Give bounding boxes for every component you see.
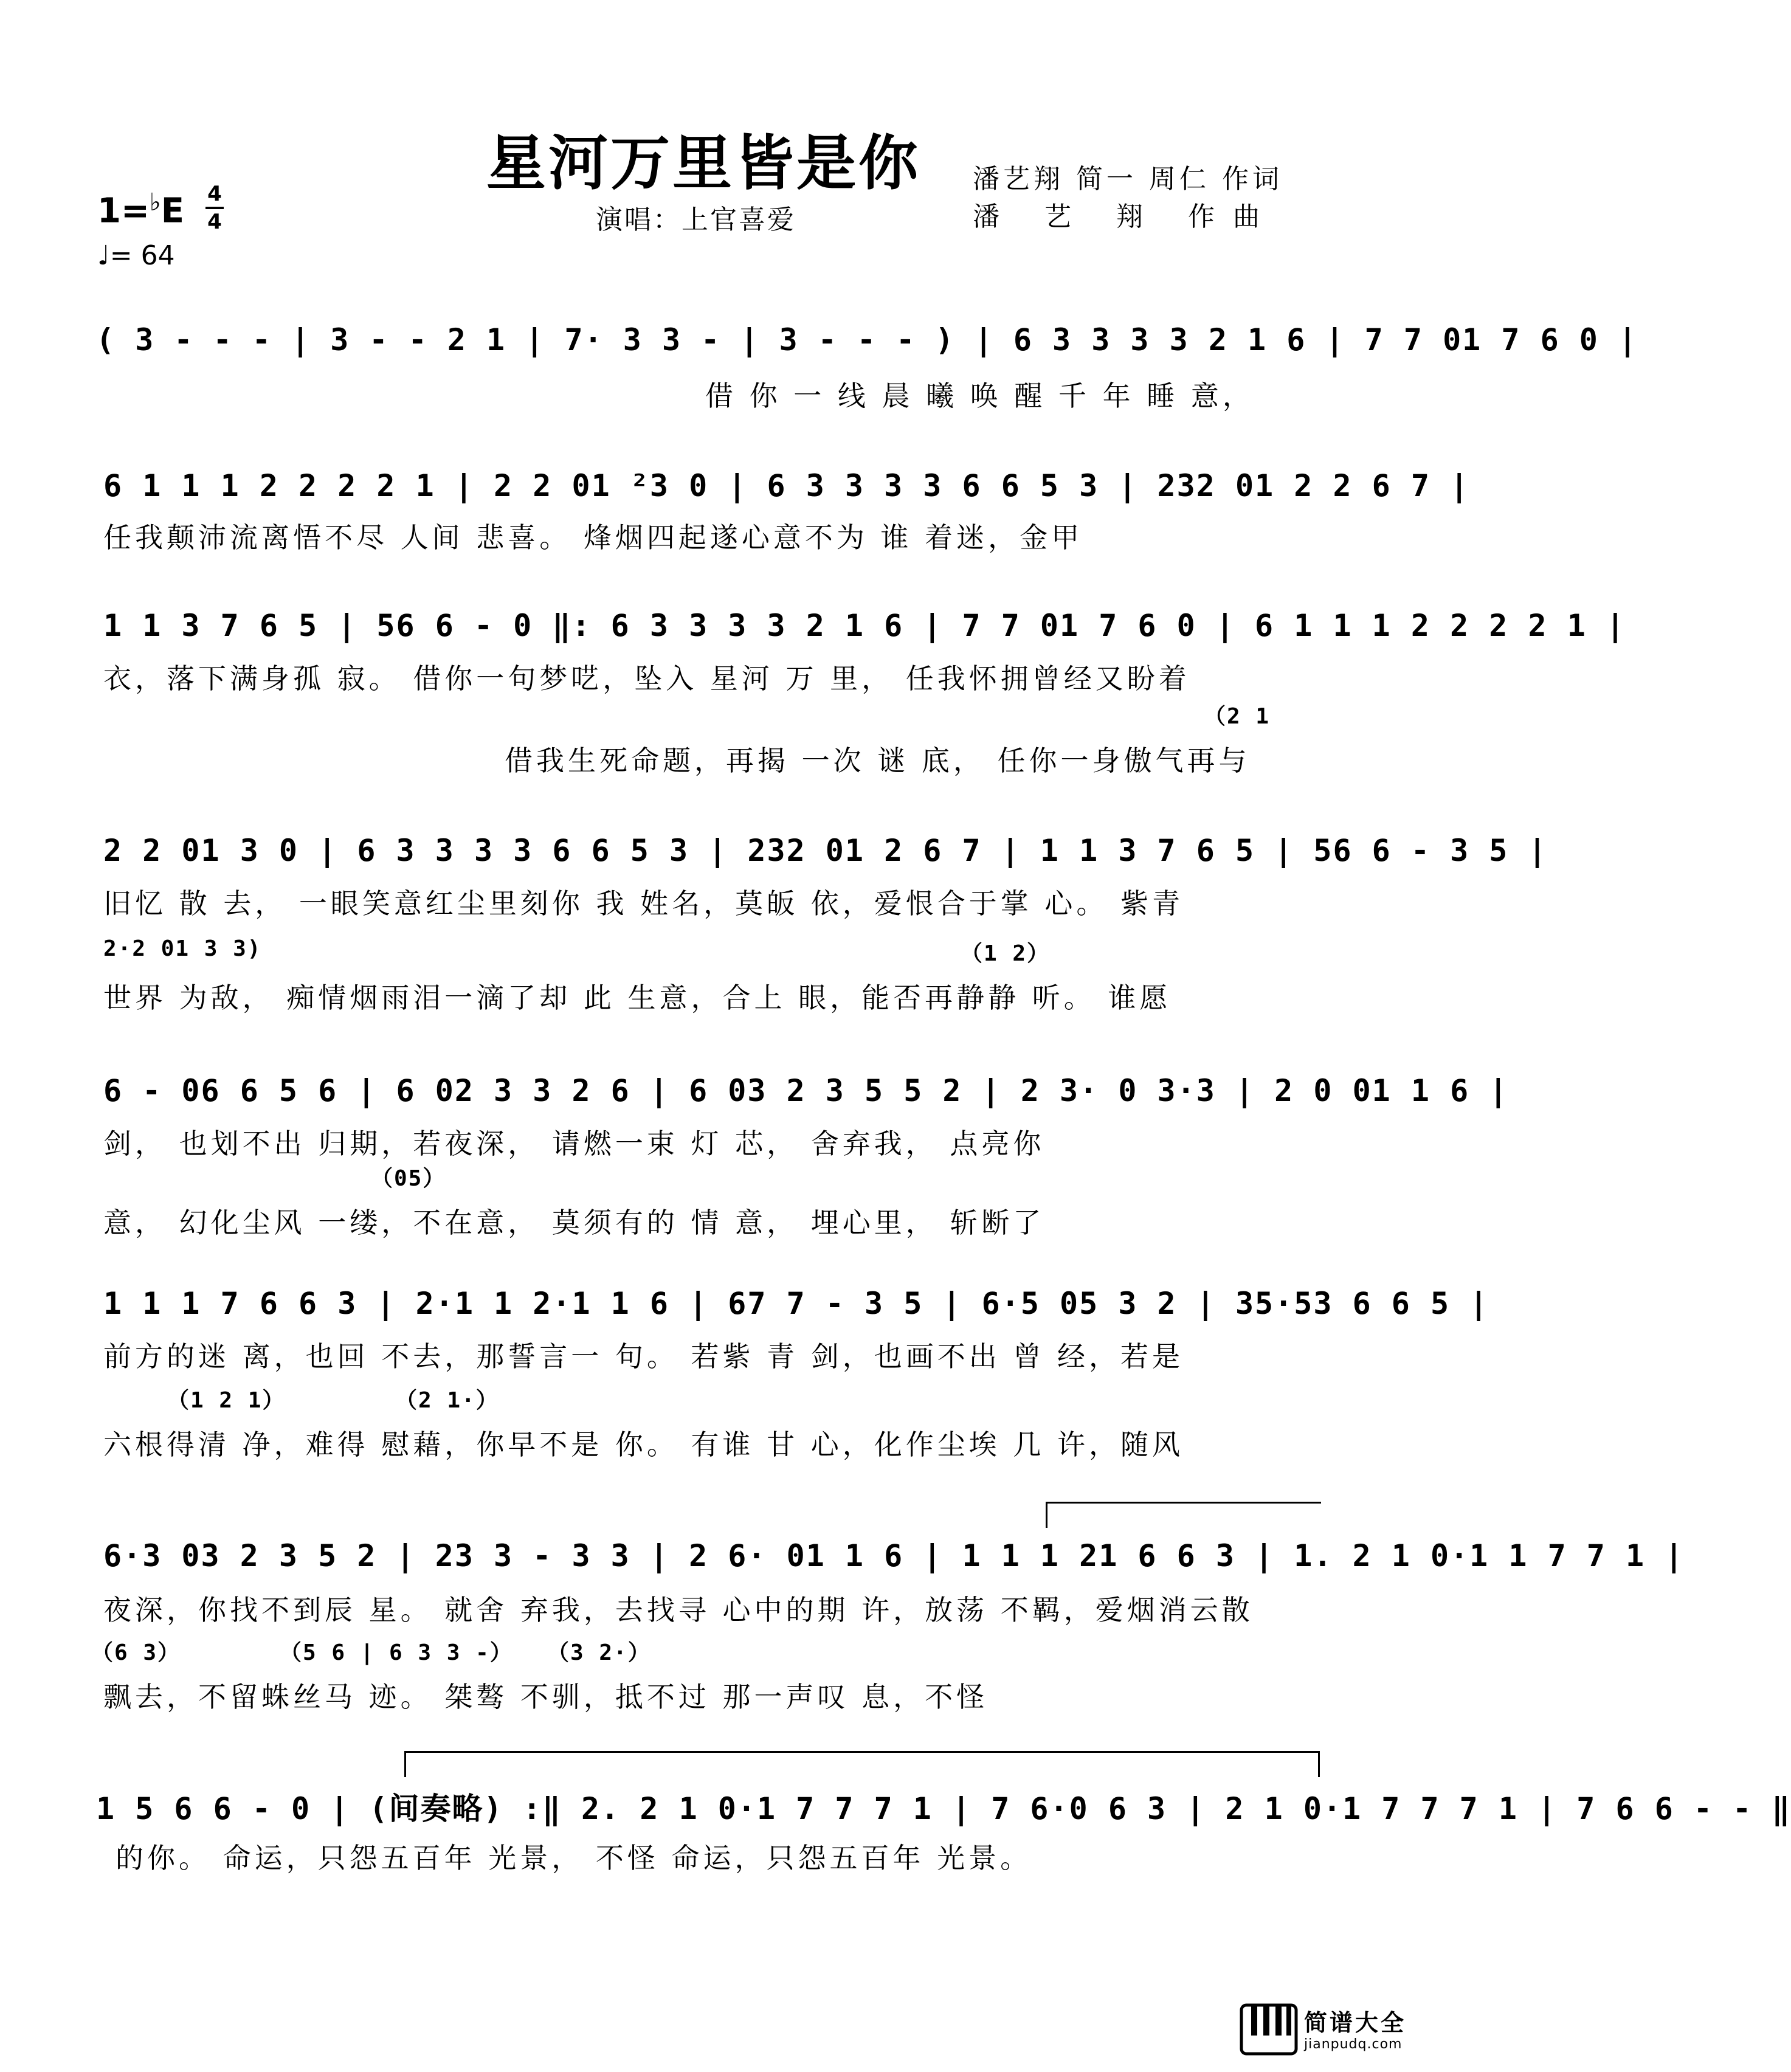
song-title: 星河万里皆是你 [486, 129, 921, 198]
score-row-6-notes: 1 1 1 7 6 6 3 | 2·1 1 2·1 1 6 | 67 7 - 3 5 | 6·5 05 3 2 | 35·53 6 6 5 | [103, 1286, 1489, 1321]
score-row-4-notes: 2 2 01 3 0 | 6 3 3 3 3 6 6 5 3 | 232 01 2 6 7 | 1 1 3 7 6 5 | 56 6 - 3 5 | [103, 833, 1548, 868]
score-row-4-lyrics-verse2: 世界 为敌， 痴情烟雨泪一滴了却 此 生意，合上 眼，能否再静静 听。 谁愿 [103, 981, 1172, 1014]
score-row-2-lyrics: 任我颠沛流离悟不尽 人间 悲喜。 烽烟四起遂心意不为 谁 着迷，金甲 [103, 521, 1083, 554]
key-prefix: 1= [97, 191, 150, 231]
score-row-8-lyrics: 的你。 命运，只怨五百年 光景， 不怪 命运，只怨五百年 光景。 [116, 1842, 1032, 1874]
score-row-7-notes: 6·3 03 2 3 5 2 | 23 3 - 3 3 | 2 6· 01 1 6 | 1 1 1 21 6 6 3 | 1. 2 1 0·1 1 7 7 1 | [103, 1538, 1685, 1573]
score-row-4-bracket: 2·2 01 3 3) [103, 936, 262, 961]
score-row-5-notes: 6 - 06 6 5 6 | 6 02 3 3 2 6 | 6 03 2 3 5 5 2 | 2 3· 0 3·3 | 2 0 01 1 6 | [103, 1073, 1509, 1108]
time-signature [205, 182, 224, 233]
score-row-6-bracket-2: （2 1·） [395, 1388, 499, 1413]
score-row-5-lyrics-verse2: 意， 幻化尘风 一缕，不在意， 莫须有的 情 意， 埋心里， 斩断了 [103, 1206, 1045, 1239]
score-row-3-notes: 1 1 3 7 6 5 | 56 6 - 0 ‖: 6 3 3 3 3 2 1 6 | 7 7 01 7 6 0 | 6 1 1 1 2 2 2 2 1 | [103, 608, 1626, 643]
score-row-7-bracket-2: （5 6 | 6 3 3 -） [280, 1640, 513, 1665]
site-watermark [1240, 1999, 1407, 2060]
key-letter: E [160, 191, 185, 231]
time-divider [205, 207, 224, 209]
score-row-1-lyrics: 借 你 一 线 晨 曦 唤 醒 千 年 睡 意， [705, 379, 1254, 412]
score-row-7-bracket-3: （3 2·） [547, 1640, 651, 1665]
score-row-6-lyrics-verse2: 六根得清 净，难得 慰藉，你早不是 你。 有谁 甘 心，化作尘埃 几 许，随风 [103, 1428, 1184, 1461]
singer-credit: 演唱：上官喜爱 [596, 204, 796, 235]
score-row-7-bracket: （6 3） [91, 1640, 181, 1665]
score-row-7-lyrics-verse2: 飘去，不留蛛丝马 迹。 桀骜 不驯，抵不过 那一声叹 息，不怪 [103, 1680, 989, 1713]
composer-credit: 潘 艺 翔 作曲 [973, 201, 1278, 232]
flat-sign: ♭ [149, 188, 161, 216]
score-row-5-lyrics-verse1: 剑， 也划不出 归期，若夜深， 请燃一束 灯 芯， 舍弃我， 点亮你 [103, 1127, 1045, 1160]
score-row-4-lyrics-verse1: 旧忆 散 去， 一眼笑意红尘里刻你 我 姓名，莫皈 依，爱恨合于掌 心。 紫青 [103, 887, 1184, 920]
score-row-3-bracket: （2 1 [1204, 704, 1271, 729]
volta-bracket-2 [404, 1751, 1320, 1777]
score-row-8-notes: 1 5 6 6 - 0 | (间奏略) :‖ 2. 2 1 0·1 7 7 7 1 | 7 6·0 6 3 | 2 1 0·1 7 7 7 1 | 7 6 6 - - ‖ [96, 1791, 1791, 1826]
time-top: 4 [207, 182, 222, 206]
score-row-6-lyrics-verse1: 前方的迷 离，也回 不去，那誓言一 句。 若紫 青 剑，也画不出 曾 经，若是 [103, 1340, 1184, 1373]
score-row-4-bracket-2: （1 2） [961, 941, 1051, 966]
key-signature [97, 188, 184, 231]
score-row-5-bracket: （05） [371, 1166, 446, 1191]
score-row-3-lyrics-verse2: 借我生死命题，再揭 一次 谜 底， 任你一身傲气再与 [505, 744, 1251, 777]
watermark-url: jianpudq.com [1304, 2037, 1403, 2052]
score-row-2-notes: 6 1 1 1 2 2 2 2 1 | 2 2 01 ²3 0 | 6 3 3 3 3 6 6 5 3 | 232 01 2 2 6 7 | [103, 468, 1470, 503]
time-bottom: 4 [207, 210, 222, 234]
score-row-7-lyrics-verse1: 夜深，你找不到辰 星。 就舍 弃我，去找寻 心中的期 许，放荡 不羁，爱烟消云散 [103, 1594, 1254, 1626]
volta-bracket-1 [1046, 1502, 1321, 1528]
score-row-6-bracket: （1 2 1） [167, 1388, 286, 1413]
score-row-1-notes: ( 3 - - - | 3 - - 2 1 | 7· 3 3 - | 3 - - - ) | 6 3 3 3 3 2 1 6 | 7 7 01 7 6 0 | [96, 322, 1638, 357]
lyricist-credit: 潘艺翔 简一 周仁 作词 [973, 164, 1283, 195]
piano-logo-icon [1240, 1999, 1298, 2057]
tempo-marking: ♩= 64 [97, 240, 175, 271]
score-row-3-lyrics-verse1: 衣，落下满身孤 寂。 借你一句梦呓，坠入 星河 万 里， 任我怀拥曾经又盼着 [103, 662, 1190, 695]
watermark-name: 简谱大全 [1304, 2009, 1407, 2036]
